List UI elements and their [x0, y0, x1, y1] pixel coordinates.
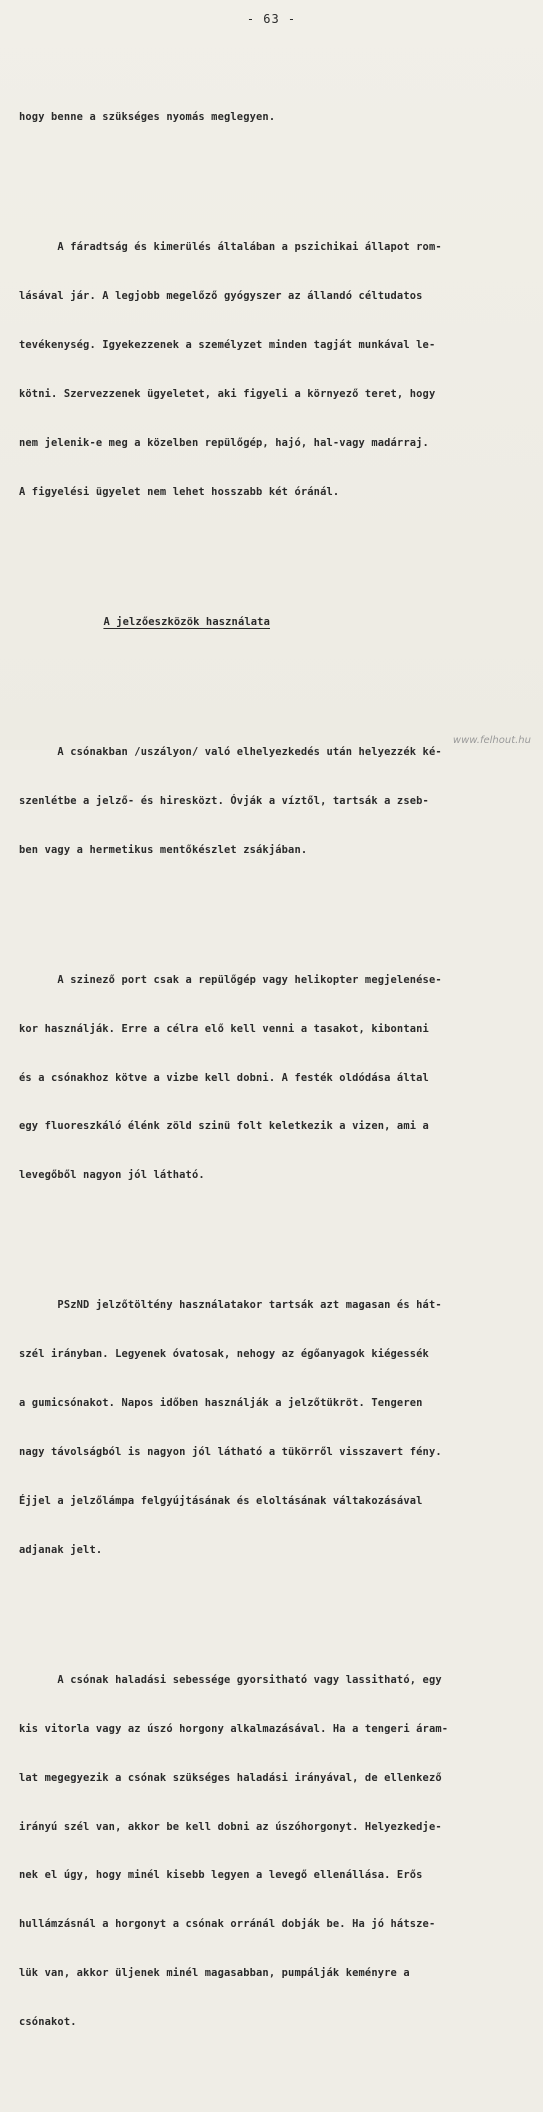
section-heading-block: [19, 598, 531, 647]
text-line: egy fluoreszkáló élénk zöld szinü folt keletkezik a vizen, ami a: [19, 1120, 429, 1133]
paragraph: [19, 1265, 531, 1591]
text-line: hullámzásnál a horgonyt a csónak orránál dobják be. Ha jó hátsze-: [19, 1918, 436, 1931]
text-line: szenlétbe a jelző- és hiresközt. Óvják a víztől, tartsák a zseb-: [19, 794, 429, 807]
text-line: lük van, akkor üljenek minél magasabban, pumpálják keményre a: [19, 1967, 410, 1980]
text-line: lat megegyezik a csónak szükséges haladási irányával, de ellenkező: [19, 1771, 442, 1784]
paragraph: [19, 939, 531, 1216]
text-line: A szinező port csak a repülőgép vagy helikopter megjelenése-: [19, 973, 442, 986]
text-line: csónakot.: [19, 2016, 77, 2029]
text-line: nagy távolságból is nagyon jól látható a tükörről visszavert fény.: [19, 1446, 442, 1459]
text-line: PSzND jelzőtöltény használatakor tartsák azt magasan és hát-: [19, 1299, 442, 1312]
paragraph: [19, 1639, 531, 2063]
section-heading: A jelzőeszközök használata: [103, 615, 270, 628]
text-line: A csónak haladási sebessége gyorsitható vagy lassitható, egy: [19, 1673, 442, 1686]
text-line: ben vagy a hermetikus mentőkészlet zsákjában.: [19, 843, 308, 856]
text-line: szél irányban. Legyenek óvatosak, nehogy az égőanyagok kiégessék: [19, 1348, 429, 1361]
text-line: hogy benne a szükséges nyomás meglegyen.: [19, 111, 276, 124]
paragraph: [19, 77, 531, 158]
text-line: a gumicsónakot. Napos időben használják a jelzőtükröt. Tengeren: [19, 1397, 423, 1410]
text-line: kötni. Szervezzenek ügyeletet, aki figyeli a környező teret, hogy: [19, 387, 436, 400]
text-line: A fáradtság és kimerülés általában a pszichikai állapot rom-: [19, 241, 442, 254]
text-line: A csónakban /uszályon/ való elhelyezkedés után helyezzék ké-: [19, 745, 442, 758]
text-line: lásával jár. A legjobb megelőző gyógyszer az állandó céltudatos: [19, 290, 423, 303]
text-line: nek el úgy, hogy minél kisebb legyen a levegő ellenállása. Erős: [19, 1869, 423, 1882]
text-line: Éjjel a jelzőlámpa felgyújtásának és eloltásának váltakozásával: [19, 1494, 423, 1507]
text-line: levegőből nagyon jól látható.: [19, 1169, 205, 1182]
text-line: kis vitorla vagy az úszó horgony alkalmazásával. Ha a tengeri áram-: [19, 1722, 449, 1735]
text-line: nem jelenik-e meg a közelben repülőgép, hajó, hal-vagy madárraj.: [19, 436, 429, 449]
text-line: és a csónakhoz kötve a vizbe kell dobni. A festék oldódása által: [19, 1071, 429, 1084]
text-line: irányú szél van, akkor be kell dobni az úszóhorgonyt. Helyezkedje-: [19, 1820, 442, 1833]
text-line: adjanak jelt.: [19, 1543, 103, 1556]
paragraph: [19, 207, 531, 533]
text-line: tevékenység. Igyekezzenek a személyzet minden tagját munkával le-: [19, 339, 436, 352]
text-line: A figyelési ügyelet nem lehet hosszabb két óránál.: [19, 485, 340, 498]
watermark: www.felhout.hu: [452, 735, 531, 746]
body-text: [19, 44, 531, 2112]
text-line: kor használják. Erre a célra elő kell venni a tasakot, kibontani: [19, 1022, 429, 1035]
page-number: - 63 -: [246, 12, 297, 26]
